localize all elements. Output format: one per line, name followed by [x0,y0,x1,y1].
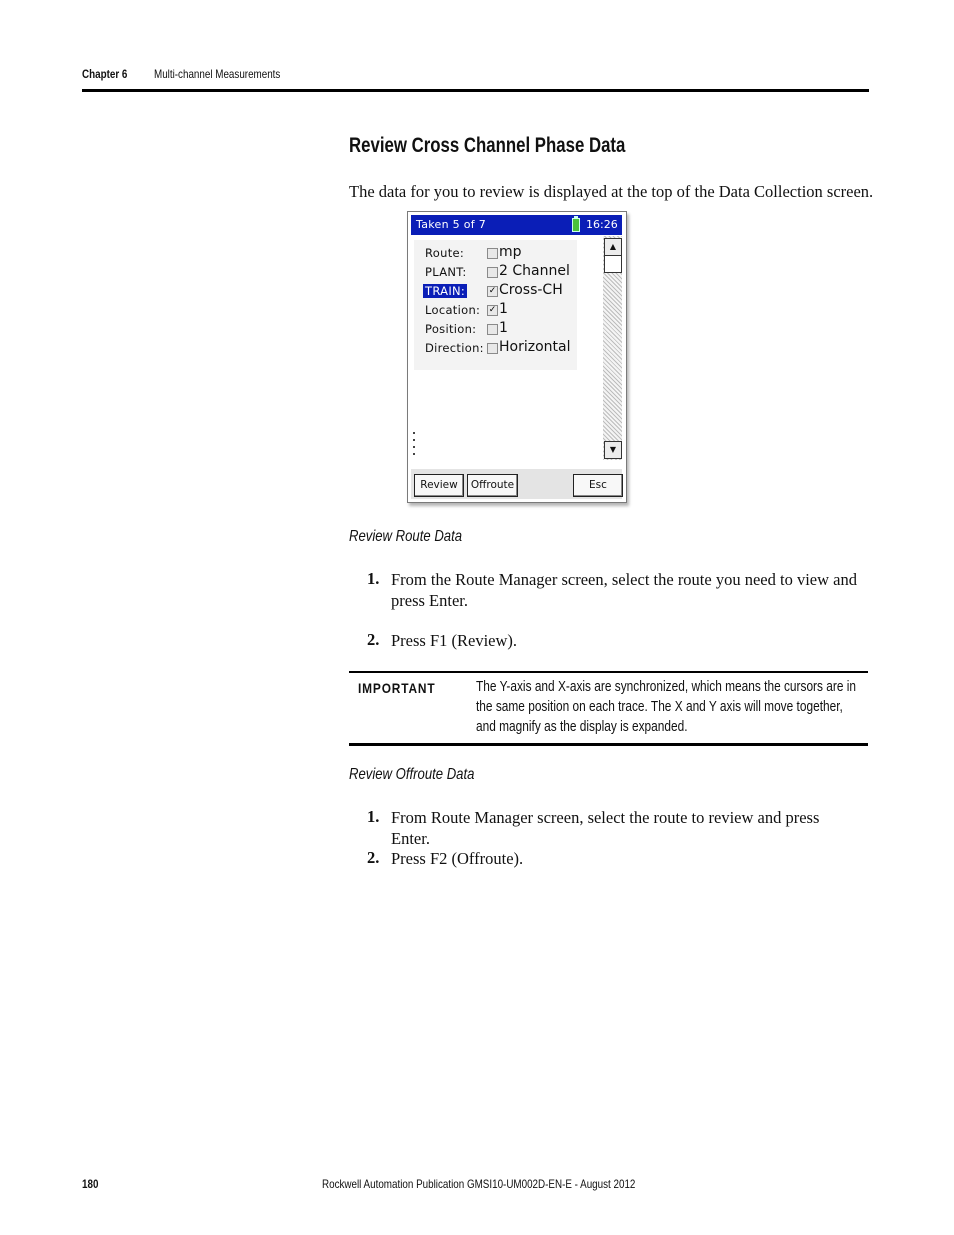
softkey-bar [411,469,622,499]
scroll-up-arrow-icon[interactable]: ▲ [604,238,622,256]
field-value-train: Cross-CH [499,282,563,298]
field-value-direction: Horizontal [499,339,571,355]
checkbox-route[interactable] [487,248,498,259]
important-text: The Y-axis and X-axis are synchronized, which means the cursors are in the same position on each trace. The X and Y axis will move together, and magnify as the display is expanded. [476,679,857,735]
field-value-plant: 2 Channel [499,263,570,279]
field-label-route: Route: [425,246,465,260]
publication-info: Rockwell Automation Publication GMSI10-UM002D-EN-E - August 2012 [322,1177,636,1191]
step-number: 2. [367,848,380,867]
important-bottom-rule [349,743,868,746]
checkbox-train[interactable]: ✓ [488,286,497,296]
offroute-button[interactable]: Offroute [467,474,518,497]
checkbox-plant[interactable] [487,267,498,278]
important-label: IMPORTANT [358,680,436,696]
field-label-location: Location: [425,303,481,317]
section-heading: Review Cross Channel Phase Data [349,134,626,157]
field-value-location: 1 [499,301,508,317]
device-title-bar [411,215,622,235]
device-data-area [411,236,602,464]
dotted-marker [413,432,415,456]
caption-review-route: Review Route Data [349,528,463,545]
battery-icon [572,218,580,232]
step-number: 1. [367,807,380,826]
step-text: From Route Manager screen, select the route to review and press Enter. [391,808,820,848]
caption-review-offroute: Review Offroute Data [349,766,475,783]
step-text: From the Route Manager screen, select the route you need to view and press Enter. [391,570,857,610]
step-text: Press F1 (Review). [391,631,518,650]
scroll-thumb[interactable] [604,255,622,273]
device-screenshot [407,211,627,503]
header-rule [82,89,869,92]
checkbox-position[interactable] [487,324,498,335]
esc-button[interactable]: Esc [573,474,623,497]
device-clock: 16:26 [586,218,618,231]
checkbox-direction[interactable] [487,343,498,354]
field-label-plant: PLANT: [425,265,467,279]
field-value-position: 1 [499,320,508,336]
chapter-label: Chapter 6 [82,67,128,81]
review-button[interactable]: Review [414,474,464,497]
step-text: Press F2 (Offroute). [391,849,524,868]
field-label-train[interactable]: TRAIN: [425,284,466,298]
scroll-down-arrow-icon[interactable]: ▼ [604,441,622,459]
field-value-route: mp [499,244,522,260]
chapter-title: Multi-channel Measurements [154,67,281,81]
checkbox-location[interactable]: ✓ [488,305,497,315]
field-label-position: Position: [425,322,477,336]
device-title: Taken 5 of 7 [416,218,487,231]
vertical-scrollbar[interactable] [603,236,622,460]
step-number: 2. [367,630,380,649]
field-label-direction: Direction: [425,341,484,355]
step-number: 1. [367,569,380,588]
field-panel [414,240,577,370]
important-top-rule [349,671,868,673]
intro-paragraph: The data for you to review is displayed at the top of the Data Collection screen. [349,182,874,201]
page-number: 180 [82,1177,99,1191]
